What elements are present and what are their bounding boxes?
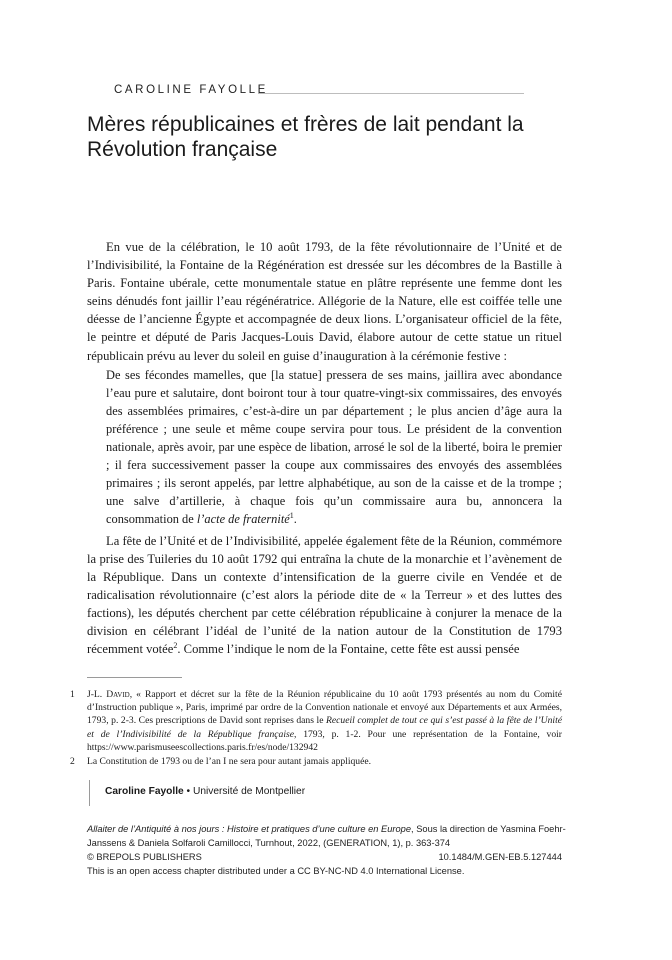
colophon-editors: , Sous la direction de Yasmina Foehr-	[411, 824, 566, 834]
body-text	[87, 238, 562, 658]
paragraph-2-text: La fête de l’Unité et de l’Indivisibilité, appelée également fête de la Réunion, commémore la prise des Tuileries du 10 août 1792 qui entraîna la chute de la monarchie et l’avènement de la République. Dans un contexte d’intensification de la guerre civile en Vendée et de radicalisation révolutionnaire (c’est alors la période dite de « la Terreur » et des luttes des factions), les députés cherchent par cette célébration républicaine à conjurer la menace de la division en célébrant l’idéal de l’unité de la nation autour de la Constitution de 1793 récemment votée	[87, 533, 562, 657]
colophon	[87, 822, 566, 878]
footnote-text-b: , 1793, p. 1-2. Pour une représentation de la Fontaine, voir https://www.parismuseescollections.paris.fr/es/node/132942	[87, 728, 562, 753]
affiliation-separator: •	[186, 786, 191, 797]
footnote-text-a: , « Rapport et décret sur la fête de la Réunion républicaine du 10 août 1793 présentés au nom du Comité d’Instruction publique », Paris, imprimé par ordre de la Convention nationale et envoyé aux Départements et aux Armées, 1793, p. 2-3. Ces prescriptions de David sont reprises dans le	[87, 689, 562, 727]
license: This is an open access chapter distributed under a CC BY-NC-ND 4.0 International License.	[87, 866, 465, 876]
affiliation-bar	[89, 780, 90, 806]
footnote-2	[70, 755, 562, 768]
footnote-author-name: David	[106, 689, 130, 700]
chapter-title: Mères républicaines et frères de lait pendant la Révolution française	[87, 113, 524, 161]
affiliation-author: Caroline Fayolle	[105, 786, 184, 797]
quote-end: .	[293, 512, 297, 527]
paragraph-2	[87, 532, 562, 659]
header-rule	[258, 93, 524, 94]
colophon-line-1	[87, 822, 566, 836]
footnotes	[70, 688, 562, 769]
footnote-ref-2[interactable]: 2	[173, 640, 178, 650]
colophon-line-2: Janssens & Daniela Solfaroli Camillocci, Turnhout, 2022, (GENERATION, 1), p. 363-374	[87, 838, 451, 848]
footnote-author-initials: J-L.	[87, 689, 107, 700]
running-author: CAROLINE FAYOLLE	[114, 84, 268, 96]
quote-italic: l’acte de fraternité	[196, 512, 290, 527]
colophon-publisher-row	[87, 850, 562, 864]
footnote-ref-1[interactable]: 1	[289, 511, 294, 521]
doi[interactable]: 10.1484/M.GEN-EB.5.127444	[438, 852, 562, 862]
footnote-text	[87, 688, 562, 754]
footnote-italic-title: Recueil complet de tout ce qui s’est passé à la fête de l’Unité et de l’Indivisibilité de la République française	[87, 715, 562, 740]
affiliation	[105, 786, 305, 797]
publisher: © BREPOLS PUBLISHERS	[87, 852, 202, 862]
footnote-rule	[87, 677, 182, 678]
block-quote	[106, 366, 562, 529]
paragraph-2-end: . Comme l’indique le nom de la Fontaine, cette fête est aussi pensée	[177, 642, 520, 657]
footnote-number: 1	[70, 689, 75, 700]
paragraph-1: En vue de la célébration, le 10 août 1793, de la fête révolutionnaire de l’Unité et de l’Indivisibilité, la Fontaine de la Régénération est dressée sur les décombres de la Bastille à Paris. Fontaine ubérale, cette monumentale statue en plâtre représente une femme dont les seins dénudés font jaillir l’eau régénératrice. Allégorie de la Nature, elle est coiffée telle une déesse de l’ancienne Égypte et accompagnée de deux lions. L’organisateur officiel de la fête, le peintre et député de Paris Jacques-Louis David, élabore autour de cette statue un rituel républicain prévu au lever du soleil en guise d’inauguration à la cérémonie festive :	[87, 240, 562, 363]
footnote-1	[70, 688, 562, 754]
affiliation-institution: Université de Montpellier	[192, 786, 306, 797]
book-title: Allaiter de l’Antiquité à nos jours : Histoire et pratiques d’une culture en Europe	[87, 824, 412, 834]
footnote-number: 2	[70, 756, 75, 768]
footnote-text: La Constitution de 1793 ou de l’an I ne sera pour autant jamais appliquée.	[87, 756, 372, 768]
quote-text: De ses fécondes mamelles, que [la statue] pressera de ses mains, jaillira avec abondance l’eau pure et salutaire, dont boiront tour à tour quatre-vingt-six commissaires, des envoyés des assemblées primaires, c’est-à-dire un par département ; le plus ancien d’âge aura la préférence ; une seule et même coupe servira pour tous. Le président de la convention nationale, après avoir, par une espèce de libation, arrosé le sol de la liberté, boira le premier ; il fera successivement passer la coupe aux commissaires des envoyés des assemblées primaires ; ils seront appelés, par lettre alphabétique, au son de la caisse et de la trompe ; une salve d’artillerie, à chaque fois qu’un commissaire aura bu, annoncera la consommation de	[106, 367, 562, 527]
